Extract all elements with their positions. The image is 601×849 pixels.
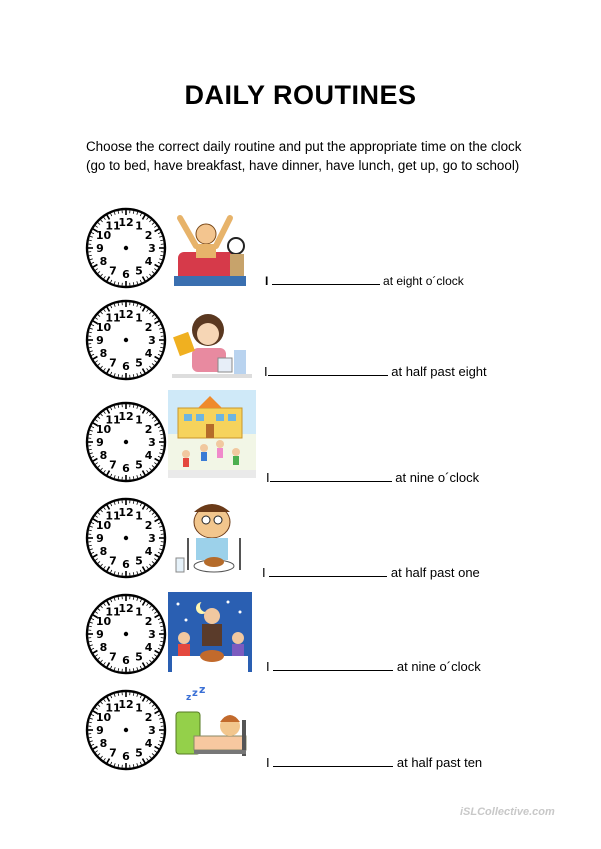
clock-number: 3 [148,628,156,641]
svg-text:z: z [192,688,198,699]
clock-number: 12 [118,698,134,711]
clock-icon[interactable] [84,592,168,676]
clock-number: 9 [96,334,104,347]
clock-number: 10 [95,711,112,724]
clock-number: 8 [99,737,108,750]
clock-number: 8 [99,347,108,360]
clock-number: 5 [135,746,143,760]
answer-time: at half past eight [391,364,487,379]
answer-blank[interactable] [270,469,392,482]
school-picture [168,390,256,478]
answer-blank[interactable] [268,363,388,376]
clock-number: 8 [99,449,108,462]
clock-number: 9 [96,242,104,255]
clock-number: 5 [135,264,143,278]
clock-number: 3 [148,724,156,737]
clock-number: 2 [144,229,153,242]
svg-text:z: z [186,693,192,703]
exercise-row [0,590,601,680]
clock-center [124,246,128,250]
clock-number: 7 [109,458,117,472]
exercise-row [0,202,601,292]
clock-number: 1 [135,219,143,233]
clock-number: 9 [96,724,104,737]
clock-number: 7 [109,356,117,370]
clock-number: 6 [122,558,130,571]
breakfast-picture [168,304,256,392]
clock-number: 9 [96,628,104,641]
clock-number: 11 [105,219,121,233]
clock-number: 10 [95,615,112,628]
clock-number: 10 [95,423,112,436]
clock-number: 4 [144,347,153,360]
clock-number: 11 [105,413,121,427]
bed-picture [168,686,256,774]
clock-number: 6 [122,462,130,475]
clock-number: 4 [144,449,153,462]
clock-number: 6 [122,654,130,667]
dinner-picture [168,592,256,680]
clock-number: 1 [135,413,143,427]
clock-number: 1 [135,311,143,325]
clock-number: 5 [135,650,143,664]
clock-number: 4 [144,641,153,654]
clock-center [124,632,128,636]
answer-prefix: I [265,274,269,288]
clock-number: 12 [118,602,134,615]
clock-number: 11 [105,605,121,619]
clock-number: 4 [144,737,153,750]
page-title: DAILY ROUTINES [184,80,417,110]
answer-prefix: I [266,659,270,674]
clock-number: 5 [135,554,143,568]
answer-time: at nine o´clock [395,470,480,485]
answer-prefix: I [266,755,270,770]
instructions: Choose the correct daily routine and put the appropriate time on the clock (go to bed, have breakfast, have dinner, have lunch, get up, go to school) [86,139,522,173]
answer-blank[interactable] [272,272,380,285]
clock-number: 2 [144,711,153,724]
clock-number: 7 [109,554,117,568]
clock-number: 2 [144,615,153,628]
clock-icon[interactable] [84,496,168,580]
clock-number: 11 [105,509,121,523]
clock-number: 4 [144,545,153,558]
clock-number: 8 [99,545,108,558]
clock-icon[interactable] [84,298,168,382]
answer-time: at nine o´clock [396,659,481,674]
lunch-picture [168,498,256,586]
clock-number: 12 [118,308,134,321]
answer-blank[interactable] [269,564,387,577]
answer-prefix: I [266,470,270,485]
clock-number: 10 [95,519,112,532]
watermark-footer: iSLCollective.com [460,806,555,818]
answer-time: at eight o´clock [383,274,464,288]
clock-number: 4 [144,255,153,268]
clock-number: 5 [135,356,143,370]
answer-line [264,363,487,379]
clock-number: 12 [118,216,134,229]
svg-text:z: z [199,686,206,696]
clock-center [124,338,128,342]
clock-number: 5 [135,458,143,472]
exercise-row [0,684,601,774]
answer-line [266,658,481,674]
clock-icon[interactable] [84,400,168,484]
clock-center [124,440,128,444]
answer-prefix: I [262,565,266,580]
answer-prefix: I [264,364,268,379]
waking-up-picture [168,206,256,294]
answer-line [266,469,479,485]
clock-number: 3 [148,242,156,255]
clock-number: 7 [109,746,117,760]
answer-time: at half past ten [396,755,483,770]
clock-number: 8 [99,641,108,654]
answer-blank[interactable] [273,658,393,671]
clock-center [124,536,128,540]
clock-number: 11 [105,701,121,715]
clock-number: 1 [135,701,143,715]
clock-number: 2 [144,321,153,334]
clock-number: 3 [148,334,156,347]
clock-number: 8 [99,255,108,268]
clock-number: 7 [109,650,117,664]
exercise-row [0,494,601,584]
clock-number: 7 [109,264,117,278]
exercise-row [0,296,601,386]
clock-number: 6 [122,360,130,373]
clock-number: 6 [122,268,130,281]
clock-number: 6 [122,750,130,763]
answer-line [262,564,480,580]
clock-icon[interactable] [84,688,168,772]
clock-number: 1 [135,509,143,523]
clock-number: 12 [118,506,134,519]
clock-number: 2 [144,519,153,532]
clock-number: 2 [144,423,153,436]
clock-icon[interactable] [84,206,168,290]
clock-number: 10 [95,229,112,242]
clock-number: 11 [105,311,121,325]
clock-number: 10 [95,321,112,334]
clock-number: 1 [135,605,143,619]
clock-number: 3 [148,436,156,449]
answer-time: at half past one [390,565,480,580]
clock-number: 12 [118,410,134,423]
clock-center [124,728,128,732]
clock-number: 3 [148,532,156,545]
answer-line [266,754,482,770]
answer-line [265,272,464,288]
answer-blank[interactable] [273,754,393,767]
clock-number: 9 [96,532,104,545]
clock-number: 9 [96,436,104,449]
exercise-row [0,398,601,488]
